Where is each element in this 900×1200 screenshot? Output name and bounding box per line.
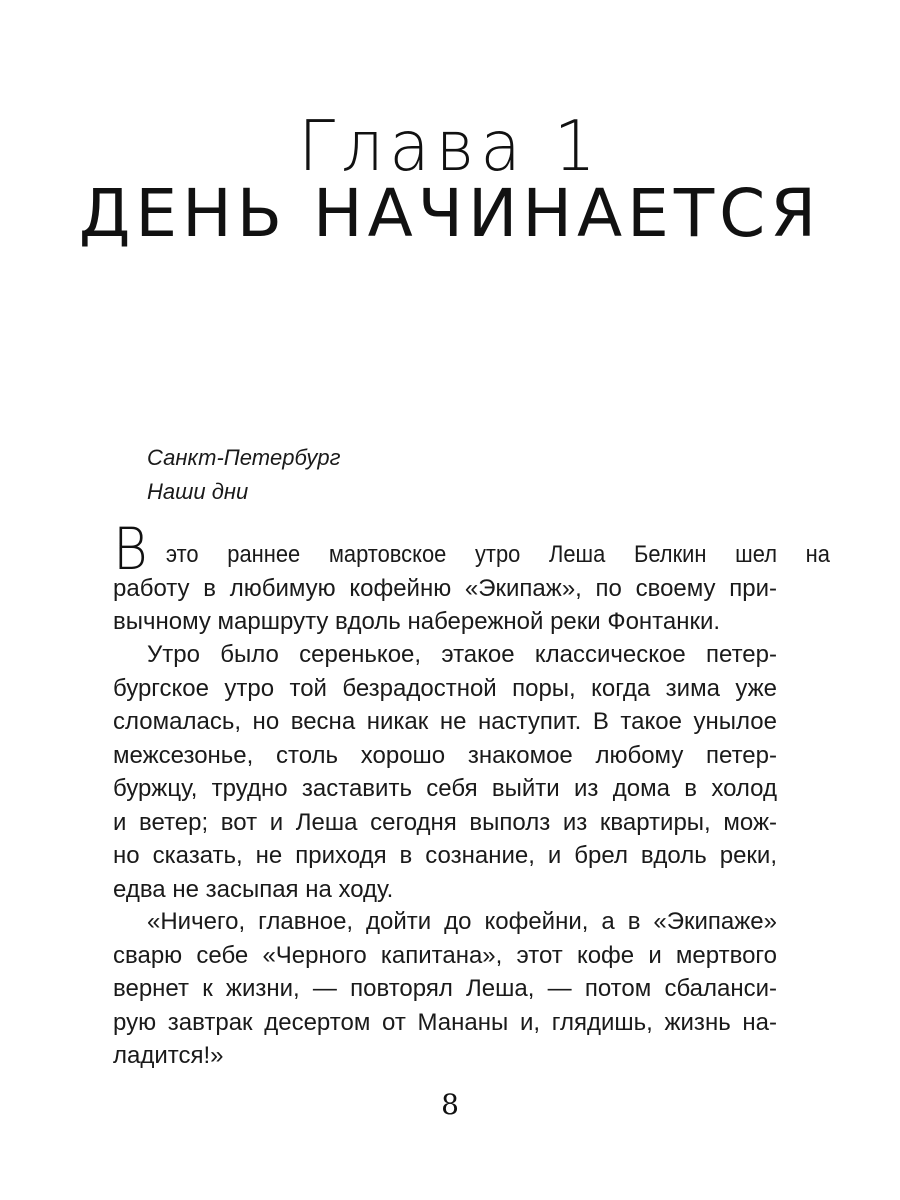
- text-line: едва не засыпая на ходу.: [113, 875, 394, 903]
- text-line: буржцу, трудно заставить себя выйти из дома в холод: [113, 775, 777, 802]
- text-line: вычному маршруту вдоль набережной реки Фонтанки.: [113, 608, 721, 635]
- text-line: рую завтрак десертом от Мананы и, глядишь, жизнь на-: [113, 1008, 777, 1036]
- text-line: но сказать, не приходя в сознание, и брел вдоль реки,: [113, 842, 777, 869]
- paragraph-1: [113, 515, 830, 639]
- paragraph-2: [113, 638, 777, 906]
- text-line: вернет к жизни, — повторял Леша, — потом сбаланси-: [113, 975, 777, 1002]
- text-line: бургское утро той безрадостной поры, когда зима уже: [113, 674, 777, 702]
- page-number: 8: [441, 1088, 459, 1121]
- chapter-number: Глава 1: [298, 106, 602, 187]
- text-line: «Ничего, главное, дойти до кофейни, а в «Экипаже»: [147, 908, 777, 935]
- text-line-content: это раннее мартовское утро Леша Белкин шел на: [165, 541, 830, 568]
- text-line: [113, 515, 830, 583]
- text-line: Утро было серенькое, этакое классическое петер-: [147, 641, 777, 668]
- text-line: межсезонье, столь хорошо знакомое любому петер-: [113, 741, 777, 769]
- text-line: сварю себе «Черного капитана», этот кофе и мертвого: [113, 941, 777, 969]
- drop-cap: В: [113, 515, 148, 583]
- text-line: ладится!»: [113, 1042, 224, 1069]
- text-line: работу в любимую кофейню «Экипаж», по своему при-: [113, 574, 777, 602]
- text-line: и ветер; вот и Леша сегодня выполз из квартиры, мож-: [113, 808, 777, 836]
- setting-time: Наши дни: [147, 479, 249, 504]
- text-line: сломалась, но весна никак не наступит. В такое унылое: [113, 708, 777, 735]
- paragraph-3: [113, 905, 777, 1073]
- setting-place: Санкт-Петербург: [147, 445, 341, 470]
- chapter-title: ДЕНЬ НАЧИНАЕТСЯ: [78, 175, 822, 252]
